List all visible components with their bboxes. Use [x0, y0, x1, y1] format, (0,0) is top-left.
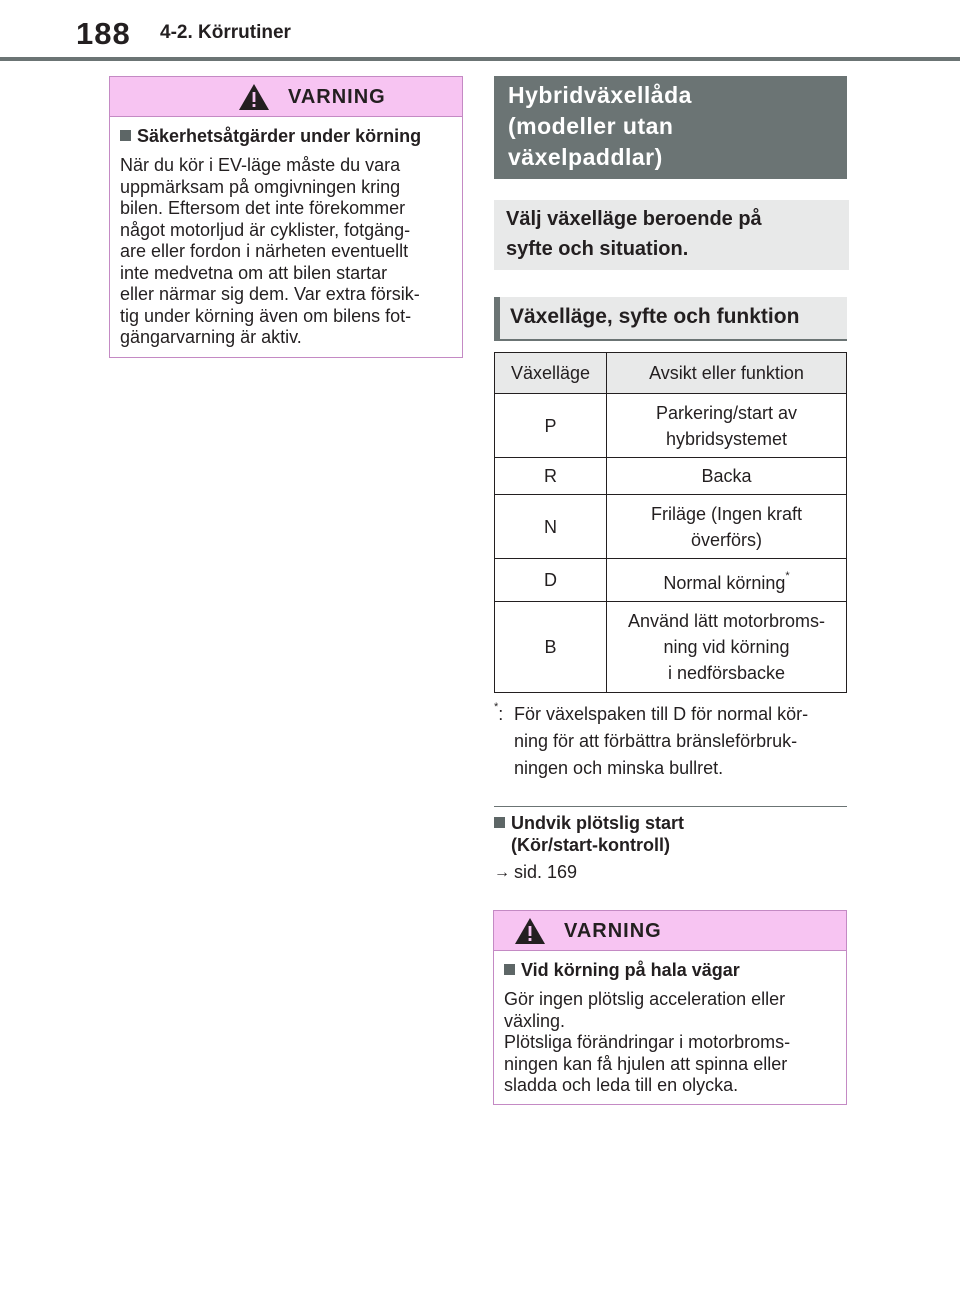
warning-triangle-icon	[238, 83, 270, 111]
square-bullet-icon	[504, 964, 515, 975]
warning-heading	[504, 959, 836, 981]
page-reference-text[interactable]: sid. 169	[514, 862, 578, 882]
gear-mode-cell: D	[495, 559, 607, 602]
column-header-mode: Växelläge	[495, 353, 607, 394]
function-line: Normal körning	[663, 573, 786, 593]
header-rule	[0, 57, 960, 61]
table-row	[495, 559, 847, 602]
gear-mode-table	[494, 352, 847, 693]
gear-mode-subheading: Växelläge, syfte och funktion	[494, 297, 847, 341]
table-row	[495, 394, 847, 458]
avoid-heading-text	[511, 812, 684, 856]
warning-heading-text: Säkerhetsåtgärder under körning	[137, 126, 422, 146]
function-line: Använd lätt motorbroms-	[627, 611, 826, 631]
warning-title: VARNING	[288, 86, 386, 108]
function-line: överförs)	[690, 529, 762, 550]
function-line: i nedförsbacke	[667, 663, 786, 683]
lead-line: Välj växelläge beroende på	[506, 208, 762, 230]
avoid-heading-line: (Kör/start-kontroll)	[511, 835, 670, 855]
warning-heading-text: Vid körning på hala vägar	[521, 960, 740, 980]
warning-line: Gör ingen plötslig acceleration eller	[504, 989, 786, 1009]
function-line: Backa	[701, 466, 752, 486]
table-row	[495, 602, 847, 693]
table-header-row	[495, 353, 847, 394]
warning-line: tig under körning även om bilens fot-	[120, 305, 412, 326]
function-cell	[607, 458, 847, 495]
table-row	[495, 458, 847, 495]
table-row	[495, 495, 847, 559]
banner-line: (modeller utan	[508, 113, 674, 139]
footnote-mark: *	[785, 570, 790, 582]
warning-line: När du kör i EV-läge måste du vara	[120, 155, 401, 175]
warning-line: are eller fordon i närheten eventuellt	[120, 241, 409, 261]
section-divider	[494, 806, 847, 807]
warning-line: sladda och leda till en olycka.	[504, 1075, 739, 1095]
warning-heading	[120, 125, 452, 147]
warning-header	[494, 911, 846, 951]
warning-line: bilen. Eftersom det inte förekommer	[120, 198, 406, 218]
page-number: 188	[76, 16, 131, 51]
warning-line: gängarvarning är aktiv.	[120, 327, 302, 347]
lead-text-box	[494, 200, 849, 270]
warning-header	[110, 77, 462, 117]
function-cell	[607, 495, 847, 559]
warning-body	[494, 951, 846, 1097]
warning-line: ningen kan få hjulen att spinna eller	[504, 1053, 788, 1074]
section-title: 4-2. Körrutiner	[160, 22, 291, 43]
gear-mode-cell: B	[495, 602, 607, 693]
banner-line: växelpaddlar)	[508, 144, 663, 170]
square-bullet-icon	[494, 817, 505, 828]
footnote-line: För växelspaken till D för normal kör-	[514, 704, 809, 724]
function-line: hybridsystemet	[665, 428, 788, 449]
warning-text	[120, 155, 452, 349]
function-cell	[607, 559, 847, 602]
warning-box-slippery	[493, 910, 847, 1105]
page-reference-link[interactable]	[494, 862, 577, 883]
warning-text	[504, 989, 836, 1097]
warning-line: inte medvetna om att bilen startar	[120, 262, 388, 283]
avoid-heading-row	[494, 812, 847, 856]
footnote-marker: *:	[494, 701, 504, 724]
function-cell	[607, 602, 847, 693]
square-bullet-icon	[120, 130, 131, 141]
hybrid-transmission-banner	[494, 76, 847, 179]
warning-body	[110, 117, 462, 349]
warning-triangle-icon	[514, 917, 546, 945]
warning-line: uppmärksam på omgivningen kring	[120, 176, 401, 197]
warning-title: VARNING	[564, 920, 662, 942]
warning-box-ev	[109, 76, 463, 358]
function-cell	[607, 394, 847, 458]
footnote-text	[512, 701, 808, 782]
function-line: Parkering/start av	[655, 402, 798, 423]
warning-line: något motorljud är cyklister, fotgäng-	[120, 219, 411, 240]
warning-line: eller närmar sig dem. Var extra försik-	[120, 284, 420, 304]
function-line: ning vid körning	[663, 637, 790, 657]
page-header	[0, 0, 960, 62]
avoid-heading-line: Undvik plötslig start	[511, 813, 685, 833]
banner-line: Hybridväxellåda	[508, 82, 692, 108]
gear-mode-cell: R	[495, 458, 607, 495]
gear-mode-cell: N	[495, 495, 607, 559]
column-header-function: Avsikt eller funktion	[607, 353, 847, 394]
arrow-right-icon: →	[494, 863, 510, 881]
lead-line: syfte och situation.	[506, 238, 689, 260]
table-footnote	[494, 701, 847, 782]
footnote-line: ning för att förbättra bränsleförbruk-	[514, 731, 798, 751]
warning-line: växling.	[504, 1010, 566, 1031]
gear-mode-cell: P	[495, 394, 607, 458]
function-line: Friläge (Ingen kraft	[650, 503, 803, 524]
footnote-line: ningen och minska bullret.	[514, 758, 724, 778]
avoid-sudden-start-heading	[494, 812, 847, 856]
warning-line: Plötsliga förändringar i motorbroms-	[504, 1032, 791, 1052]
